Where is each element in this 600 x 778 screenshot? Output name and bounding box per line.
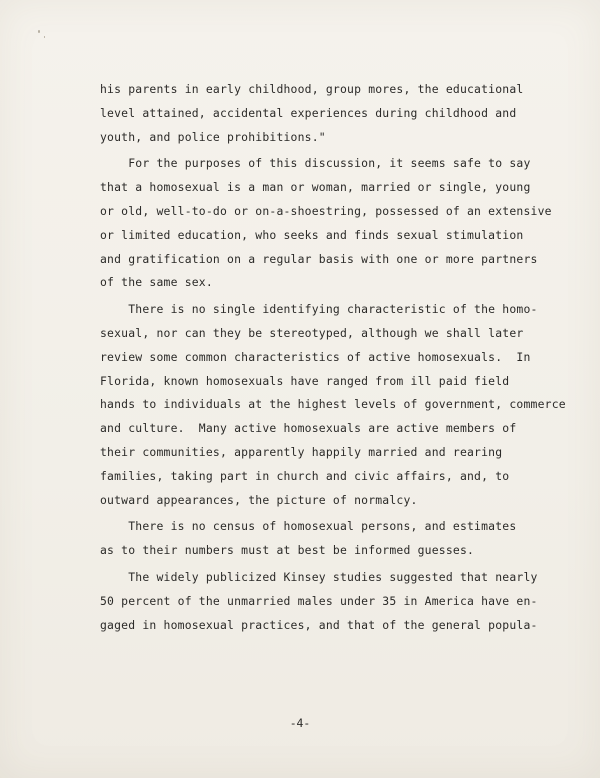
text-line: and gratification on a regular basis with one or more partners — [100, 251, 538, 266]
text-line: The widely publicized Kinsey studies suggested that nearly — [100, 569, 538, 584]
body-text — [100, 78, 566, 637]
text-line: their communities, apparently happily married and rearing — [100, 444, 503, 459]
text-line: Florida, known homosexuals have ranged from ill paid field — [100, 373, 510, 388]
text-line: youth, and police prohibitions." — [100, 129, 326, 144]
paper-speck — [38, 30, 40, 33]
page-number: -4- — [289, 716, 311, 730]
text-line: gaged in homosexual practices, and that of the general popula- — [100, 617, 538, 632]
text-line: For the purposes of this discussion, it seems safe to say — [100, 156, 531, 171]
text-line: level attained, accidental experiences during childhood and — [100, 105, 517, 120]
paragraph — [100, 78, 552, 149]
text-line: his parents in early childhood, group mores, the educational — [100, 82, 524, 96]
text-line: There is no census of homosexual persons, and estimates — [100, 519, 517, 534]
paragraph — [100, 515, 552, 563]
text-line: or old, well-to-do or on-a-shoestring, possessed of an extensive — [100, 203, 552, 218]
paper-speck — [44, 36, 45, 38]
text-line: as to their numbers must at best be informed guesses. — [100, 543, 475, 558]
text-line: 50 percent of the unmarried males under 35 in America have en- — [100, 593, 538, 608]
text-line: review some common characteristics of active homosexuals. In — [100, 349, 531, 364]
paragraph — [100, 298, 566, 512]
text-line: families, taking part in church and civic affairs, and, to — [100, 468, 510, 483]
text-line: sexual, nor can they be stereotyped, although we shall later — [100, 325, 524, 340]
text-line: hands to individuals at the highest levels of government, commerce — [100, 397, 566, 412]
text-line: and culture. Many active homosexuals are active members of — [100, 421, 517, 436]
text-line: or limited education, who seeks and finds sexual stimulation — [100, 227, 524, 242]
paragraph — [100, 152, 552, 295]
paragraph — [100, 566, 552, 637]
text-line: There is no single identifying characteristic of the homo- — [100, 302, 538, 317]
text-line: that a homosexual is a man or woman, married or single, young — [100, 180, 531, 195]
text-line: outward appearances, the picture of normalcy. — [100, 492, 418, 507]
text-line: of the same sex. — [100, 275, 213, 290]
